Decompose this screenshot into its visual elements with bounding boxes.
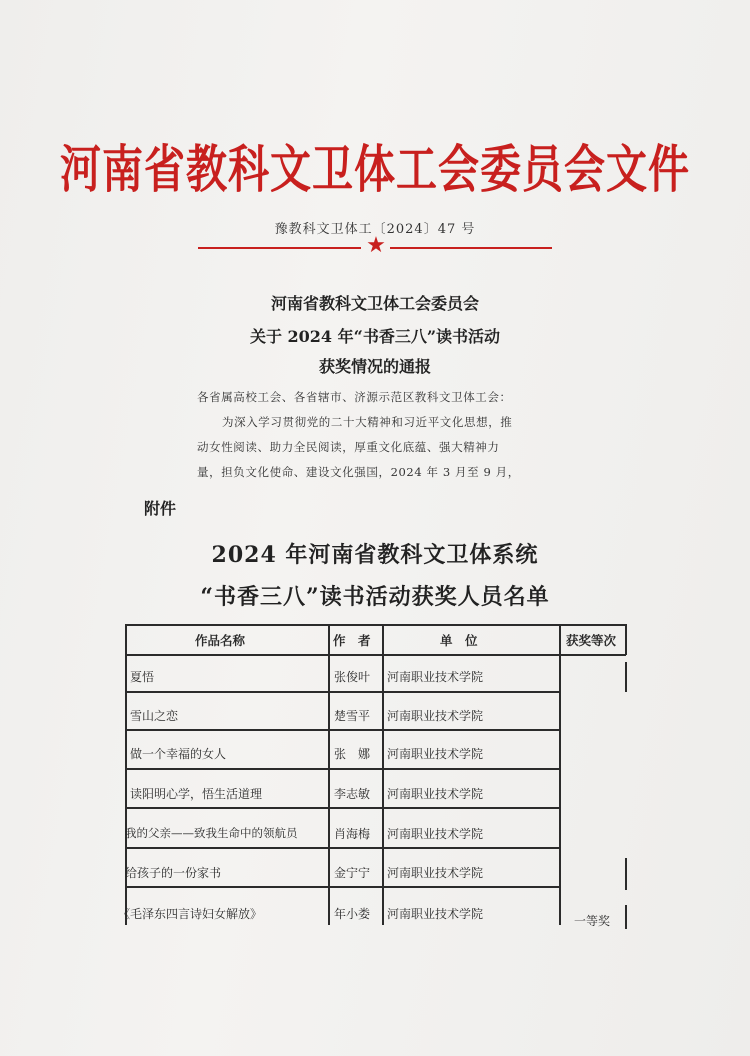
table-rule [125,655,127,925]
table-rule [559,624,561,655]
star-icon: ★ [366,233,386,258]
notice-paragraph-line1: 为深入学习贯彻党的二十大精神和习近平文化思想，推 [222,415,513,429]
table-rule [328,624,330,655]
table-cell-unit: 河南职业技术学院 [387,827,484,841]
table-cell-work: 做一个幸福的女人 [130,747,227,761]
table-rule [382,655,384,925]
table-rule [125,807,560,809]
table-cell-work: 夏悟 [130,670,155,684]
table-rule [125,624,127,655]
table-rule [382,624,384,655]
table-cell-work: 《毛泽东四言诗妇女解放》 [118,907,263,921]
table-cell-unit: 河南职业技术学院 [387,907,484,921]
table-rule [559,655,561,925]
table-cell-unit: 河南职业技术学院 [387,747,484,761]
table-cell-work: 读阳明心学，悟生活道理 [130,787,263,801]
table-rule [125,691,560,693]
notice-title-line1: 河南省教科文卫体工会委员会 [270,294,479,313]
table-header-unit: 单 位 [440,633,478,648]
table-header-author: 作 者 [333,633,371,648]
table-header-work: 作品名称 [195,633,246,648]
table-cell-author: 楚雪平 [334,709,371,723]
table-cell-work: 给孩子的一份家书 [125,866,222,880]
header-divider-left [198,247,361,249]
table-rule [125,729,560,731]
table-rule [125,886,560,888]
table-cell-work: 雪山之恋 [130,709,179,723]
table-cell-author: 年小娄 [334,907,371,921]
table-rule [625,905,627,929]
table-cell-unit: 河南职业技术学院 [387,670,484,684]
notice-title-line2: 关于 2024 年“书香三八”读书活动 [249,327,501,346]
list-title-line2: “书香三八”读书活动获奖人员名单 [200,584,550,610]
document-number: 豫教科文卫体工〔2024〕47 号 [274,222,476,237]
table-rule [125,847,560,849]
table-cell-unit: 河南职业技术学院 [387,787,484,801]
table-rule [125,654,626,656]
table-cell-author: 李志敏 [334,787,371,801]
table-rule [625,858,627,890]
table-cell-author: 张俊叶 [334,670,371,684]
table-cell-author: 金宁宁 [334,866,371,880]
attachment-label: 附件 [144,499,177,518]
table-rule [625,662,627,692]
table-cell-work: 我的父亲——致我生命中的领航员 [125,826,298,840]
notice-title-line3: 获奖情况的通报 [318,357,431,376]
table-header-award: 获奖等次 [566,633,617,648]
notice-paragraph-line2: 动女性阅读、助力全民阅读，厚重文化底蕴、强大精神力 [197,440,500,454]
notice-recipients: 各省属高校工会、各省辖市、济源示范区教科文卫体工会： [197,390,512,404]
table-rule [125,624,626,626]
table-cell-unit: 河南职业技术学院 [387,866,484,880]
table-cell-unit: 河南职业技术学院 [387,709,484,723]
table-rule [125,768,560,770]
notice-paragraph-line3: 量，担负文化使命、建设文化强国，2024 年 3 月至 9 月， [197,465,520,479]
header-divider-right [390,247,552,249]
table-cell-author: 张 娜 [334,747,371,761]
table-rule [625,624,627,655]
document-header-title: 河南省教科文卫体工会委员会文件 [60,139,690,200]
table-cell-author: 肖海梅 [334,827,371,841]
table-cell-award: 一等奖 [574,914,611,928]
table-rule [328,655,330,925]
list-title-line1: 2024 年河南省教科文卫体系统 [211,542,539,568]
